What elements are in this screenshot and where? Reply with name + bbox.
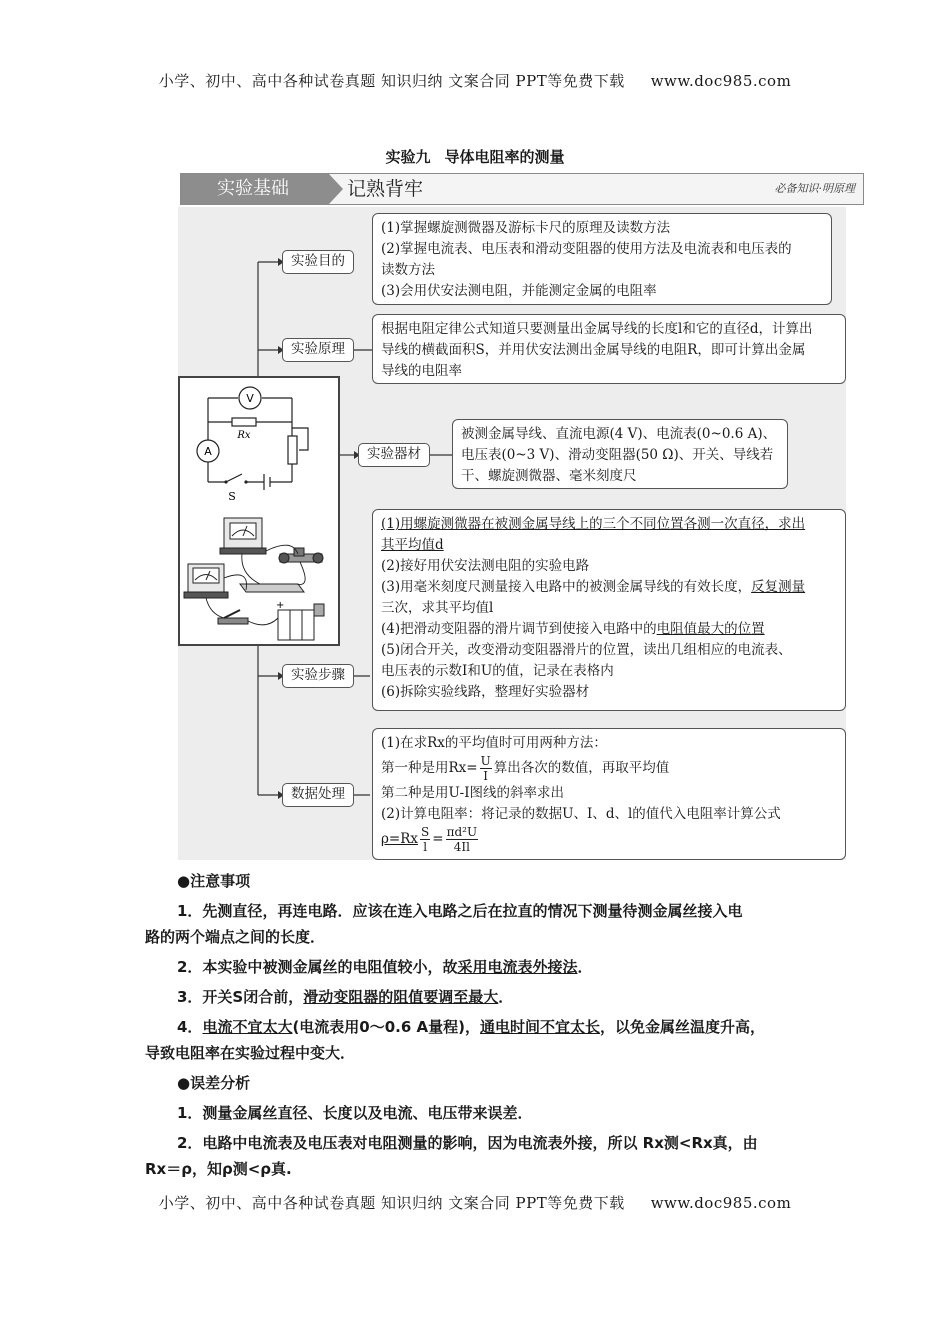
step-5b: 电压表的示数I和U的值，记录在表格内: [381, 663, 614, 679]
node-principle: 实验原理: [282, 338, 354, 362]
voltmeter-label: V: [246, 392, 254, 405]
frac-den-l: l: [423, 840, 428, 854]
note-2a: 2．本实验中被测金属丝的电阻值较小，故: [177, 958, 458, 976]
header-url[interactable]: www.doc985.com: [650, 72, 792, 90]
step-5a: (5)闭合开关，改变滑动变阻器滑片的位置，读出几组相应的电流表、: [381, 642, 792, 658]
note-3-underlined: 滑动变阻器的阻值要调至最大: [303, 988, 499, 1006]
footer-text: 小学、初中、高中各种试卷真题 知识归纳 文案合同 PPT等免费下载: [158, 1194, 625, 1212]
note-3b: ．: [498, 988, 514, 1006]
step-4a: (4)把滑动变阻器的滑片调节到使接入电路中的: [381, 621, 657, 637]
note-3a: 3．开关S闭合前，: [177, 988, 304, 1006]
title-part1: 实验九: [385, 148, 431, 166]
note-4-underlined-2: 通电时间不宜太长: [480, 1018, 601, 1036]
page-header: [0, 70, 950, 91]
purpose-box: [372, 213, 832, 305]
frac-num-rho: πd²U: [446, 825, 478, 839]
formula-rho: [446, 825, 479, 854]
purpose-line-3: 读数方法: [381, 262, 435, 278]
formula-u-over-i: [480, 754, 492, 783]
note-4d: 导致电阻率在实验过程中变大．: [145, 1044, 356, 1062]
circuit-diagram: [180, 378, 338, 644]
data-line-2a: 第一种是用Rx=: [381, 760, 478, 776]
principle-line-1: 根据电阻定律公式知道只要测量出金属导线的长度l和它的直径d，计算出: [381, 321, 813, 337]
step-3b: 三次，求其平均值l: [381, 600, 494, 616]
principle-line-2: 导线的横截面积S，并用伏安法测出金属导线的电阻R，即可计算出金属: [381, 342, 806, 358]
frac-den-rho: 4Il: [453, 840, 470, 854]
title-part2: 导体电阻率的测量: [444, 148, 565, 166]
error-1: 1．测量金属丝直径、长度以及电流、电压带来误差．: [177, 1104, 533, 1122]
errors-heading: ●误差分析: [177, 1074, 251, 1092]
steps-box: [372, 509, 846, 711]
equipment-box: [452, 419, 788, 489]
footer-url[interactable]: www.doc985.com: [650, 1194, 792, 1212]
resistor-label: Rx: [237, 430, 251, 441]
banner-middle: 记熟背牢: [347, 178, 424, 200]
note-1b: 路的两个端点之间的长度．: [145, 928, 326, 946]
data-line-1: (1)在求Rx的平均值时可用两种方法：: [381, 735, 607, 751]
error-2b: Rx＝ρ，知ρ测<ρ真.: [145, 1160, 292, 1178]
ammeter-label: A: [204, 445, 212, 458]
node-equipment: 实验器材: [358, 443, 430, 467]
principle-box: [372, 314, 846, 384]
step-3-underlined: 反复测量: [751, 579, 806, 595]
data-line-5a: ρ=Rx: [381, 831, 419, 847]
note-4a: 4．: [177, 1018, 203, 1036]
note-1a: 1．先测直径，再连电路．应该在连入电路之后在拉直的情况下测量待测金属丝接入电: [177, 902, 743, 920]
note-2-underlined: 采用电流表外接法: [457, 958, 578, 976]
error-2a: 2．电路中电流表及电压表对电阻测量的影响，因为电流表外接，所以 Rx测<Rx真，由: [177, 1134, 758, 1152]
note-4c: ，以免金属丝温度升高，: [600, 1018, 766, 1036]
notes-heading: ●注意事项: [177, 872, 251, 890]
equipment-line-1: 被测金属导线、直流电源(4 V)、电流表(0~0.6 A)、: [461, 426, 777, 442]
data-line-5eq: =: [432, 831, 444, 847]
frac-num-u: U: [480, 754, 491, 768]
step-6: (6)拆除实验线路，整理好实验器材: [381, 684, 590, 700]
step-3a: (3)用毫米刻度尺测量接入电路中的被测金属导线的有效长度，: [381, 579, 752, 595]
switch-label: S: [228, 490, 236, 503]
data-line-2b: 算出各次的数值，再取平均值: [493, 760, 670, 776]
step-1b: 其平均值d: [381, 537, 444, 553]
banner-notch: [329, 174, 343, 204]
plus-label: +: [276, 600, 285, 611]
frac-den-i: I: [483, 769, 489, 783]
header-text: 小学、初中、高中各种试卷真题 知识归纳 文案合同 PPT等免费下载: [158, 72, 625, 90]
notes-section: [145, 870, 815, 1180]
node-data: 数据处理: [282, 783, 354, 807]
note-2b: ．: [577, 958, 593, 976]
data-box: [372, 728, 846, 860]
purpose-line-2: (2)掌握电流表、电压表和滑动变阻器的使用方法及电流表和电压表的: [381, 241, 792, 257]
node-steps: 实验步骤: [282, 664, 354, 688]
circuit-illustration: [178, 376, 340, 646]
data-line-4: (2)计算电阻率：将记录的数据U、I、d、l的值代入电阻率计算公式: [381, 806, 781, 822]
note-4b: (电流表用0～0.6 A量程)，: [292, 1018, 481, 1036]
section-banner: [180, 173, 864, 205]
banner-right: 必备知识·明原理: [774, 182, 855, 195]
page-footer: [0, 1192, 950, 1213]
formula-s-over-l: [420, 825, 430, 854]
equipment-line-2: 电压表(0~3 V)、滑动变阻器(50 Ω)、开关、导线若: [461, 447, 774, 463]
page-title: [0, 146, 950, 167]
step-2: (2)接好用伏安法测电阻的实验电路: [381, 558, 590, 574]
apparatus-drawing: [184, 518, 324, 640]
data-line-3: 第二种是用U-I图线的斜率求出: [381, 785, 565, 801]
principle-line-3: 导线的电阻率: [381, 363, 462, 379]
equipment-line-3: 干、螺旋测微器、毫米刻度尺: [461, 468, 637, 484]
purpose-line-1: (1)掌握螺旋测微器及游标卡尺的原理及读数方法: [381, 220, 671, 236]
frac-num-s: S: [421, 825, 430, 839]
node-purpose: 实验目的: [282, 250, 354, 274]
purpose-line-4: (3)会用伏安法测电阻，并能测定金属的电阻率: [381, 283, 657, 299]
step-4-underlined: 电阻值最大的位置: [656, 621, 765, 637]
banner-left: 实验基础: [181, 174, 329, 204]
note-4-underlined-1: 电流不宜太大: [202, 1018, 293, 1036]
step-1a: (1)用螺旋测微器在被测金属导线上的三个不同位置各测一次直径，求出: [381, 516, 806, 532]
